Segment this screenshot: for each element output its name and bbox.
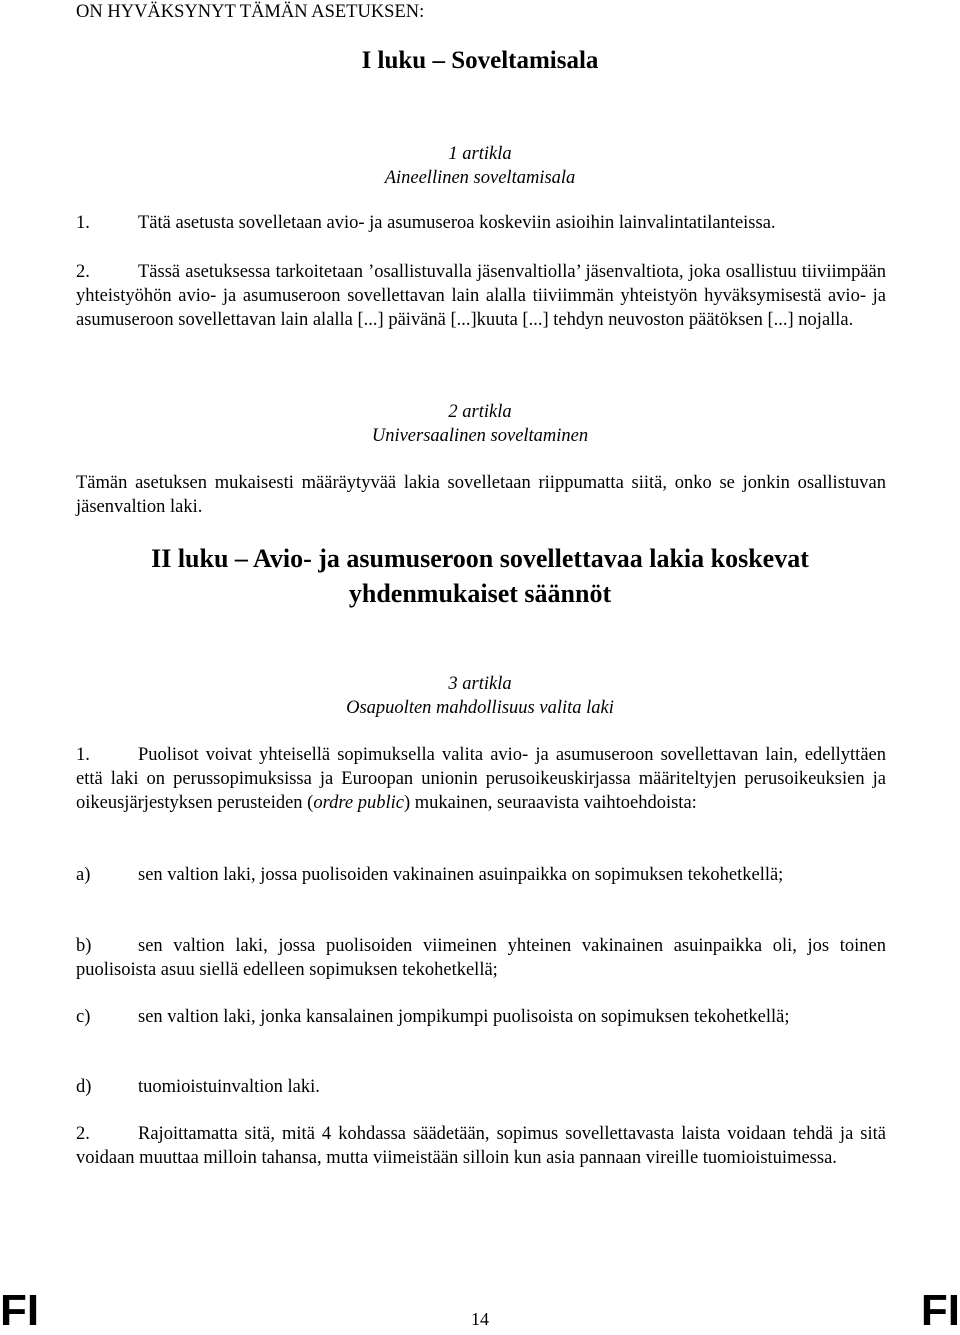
item-label: b)	[76, 936, 92, 956]
article-1-number: 1 artikla	[448, 144, 512, 164]
article-1-title: Aineellinen soveltamisala	[384, 168, 576, 188]
item-text: tuomioistuinvaltion laki.	[138, 1077, 320, 1097]
paragraph-text: Rajoittamatta sitä, mitä 4 kohdassa säädetään, sopimus sovellettavasta laista voidaan tehdä ja sitä voidaan muuttaa milloin tahansa, mutta viimeistään silloin kun asia pannaan vireille tuomioistuimessa.	[76, 1124, 886, 1168]
paragraph-number: 1.	[76, 745, 90, 765]
paragraph-number: 1.	[76, 213, 90, 233]
item-text: sen valtion laki, jonka kansalainen jompikumpi puolisoista on sopimuksen tekohetkellä;	[138, 1007, 790, 1027]
intro-line: ON HYVÄKSYNYT TÄMÄN ASETUKSEN:	[76, 2, 425, 22]
article-2-number: 2 artikla	[448, 402, 512, 422]
article-3-item-d	[76, 1075, 886, 1099]
article-1-paragraph-2	[76, 260, 886, 332]
article-3-heading	[0, 672, 960, 720]
language-mark-left: FI	[0, 1286, 40, 1335]
article-2-title: Universaalinen soveltaminen	[371, 426, 589, 446]
language-mark-right: FI	[920, 1286, 960, 1335]
chapter-2-title-line-2: yhdenmukaiset säännöt	[348, 579, 612, 608]
article-3-paragraph-1	[76, 743, 886, 815]
page-number: 14	[471, 1309, 489, 1329]
article-1-heading	[0, 142, 960, 190]
article-3-item-b	[76, 934, 886, 982]
chapter-2-title	[0, 541, 960, 611]
article-3-item-a	[76, 863, 886, 887]
paragraph-text: Tässä asetuksessa tarkoitetaan ’osallistuvalla jäsenvaltiolla’ jäsenvaltiota, joka osallistuu tiiviimpään yhteistyöhön avio- ja asumuseroon sovellettavan lain alalla tiiviimmän yhteistyön hyväksymisestä avio- ja asumuseroon sovellettavan lain alalla [...] päivänä [...]kuuta [...] tehdyn neuvoston päätöksen [...] nojalla.	[76, 262, 886, 330]
item-label: d)	[76, 1077, 92, 1097]
article-3-paragraph-2	[76, 1122, 886, 1170]
paragraph-text: Tätä asetusta sovelletaan avio- ja asumuseroa koskeviin asioihin lainvalintatilanteissa.	[138, 213, 776, 233]
item-label: c)	[76, 1007, 91, 1027]
item-text: sen valtion laki, jossa puolisoiden vakinainen asuinpaikka on sopimuksen tekohetkellä;	[138, 865, 784, 885]
article-2-heading	[0, 400, 960, 448]
paragraph-text-after: ) mukainen, seuraavista vaihtoehdoista:	[403, 793, 697, 813]
paragraph-text-before: Puolisot voivat yhteisellä sopimuksella valita avio- ja asumuseroon sovellettavan lain, edellyttäen että laki on perussopimuksissa ja Euroopan unionin perusoikeuskirjassa määriteltyjen perusoikeuksien ja oikeusjärjestyksen perusteiden (	[76, 745, 886, 813]
chapter-1-title: I luku – Soveltamisala	[361, 47, 599, 74]
article-3-title: Osapuolten mahdollisuus valita laki	[346, 698, 614, 718]
paragraph-number: 2.	[76, 1124, 90, 1144]
chapter-2-title-line-1: II luku – Avio- ja asumuseroon sovellettavaa lakia koskevat	[151, 544, 809, 573]
article-2-paragraph: Tämän asetuksen mukaisesti määräytyvää lakia sovelletaan riippumatta siitä, onko se jonkin osallistuvan jäsenvaltion laki.	[76, 473, 886, 517]
item-label: a)	[76, 865, 91, 885]
item-text: sen valtion laki, jossa puolisoiden viimeinen yhteinen vakinainen asuinpaikka oli, jos toinen puolisoista asuu siellä edelleen sopimuksen tekohetkellä;	[76, 936, 886, 980]
article-3-item-c	[76, 1005, 886, 1029]
paragraph-number: 2.	[76, 262, 90, 282]
article-1-paragraph-1	[76, 211, 886, 235]
article-3-number: 3 artikla	[448, 674, 512, 694]
paragraph-italic-term: ordre public	[313, 793, 404, 813]
